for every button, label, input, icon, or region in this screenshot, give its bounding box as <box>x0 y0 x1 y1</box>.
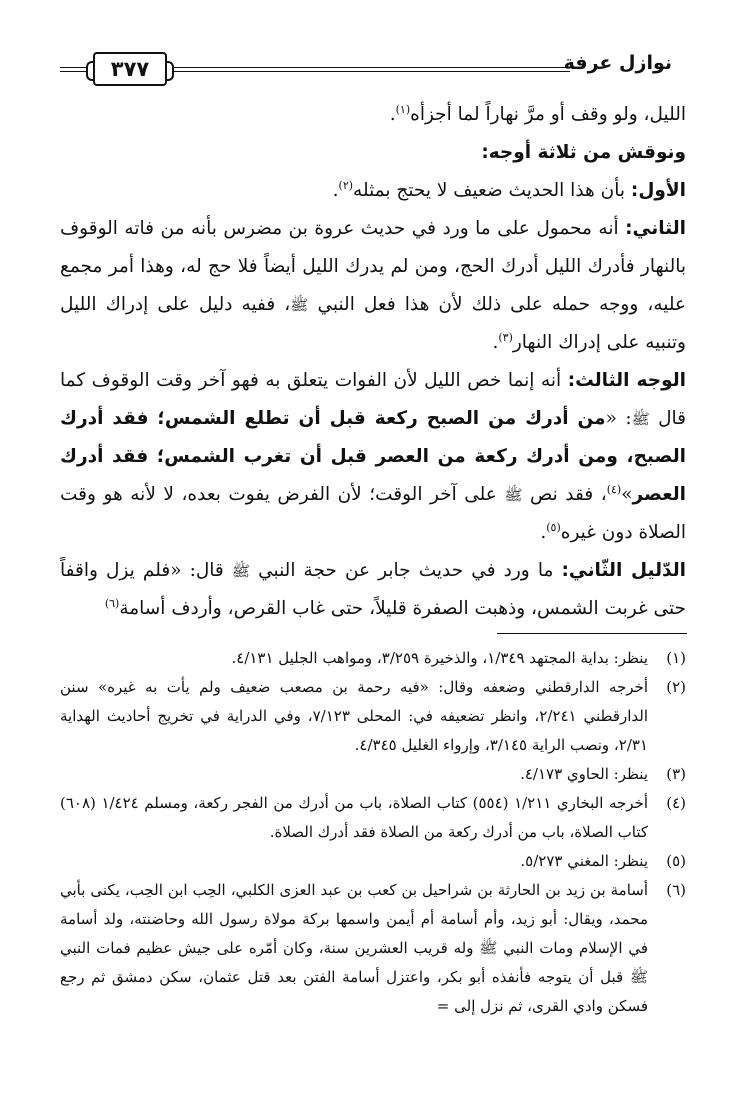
paragraph <box>60 96 686 134</box>
footnote-number: (٥) <box>666 852 686 870</box>
point-label: الوجه الثالث: <box>567 370 686 391</box>
text-run: . <box>540 522 547 543</box>
footnote-number: (٣) <box>666 765 686 783</box>
footnote-ref[interactable]: (٥) <box>546 520 561 534</box>
footnote-number: (٦) <box>666 881 686 899</box>
footnote-item <box>60 847 686 876</box>
footnote-number: (٤) <box>666 794 686 812</box>
footnote-separator <box>497 633 687 634</box>
footnote-item <box>60 876 686 1021</box>
footnote-ref[interactable]: (٤) <box>606 482 622 496</box>
text-run: أنه محمول على ما ورد في حديث عروة بن مضرس بأنه من فاته الوقوف بالنهار فأدرك الليل أدرك الحج، ومن لم يدرك الليل أيضاً فلا حج له، وهذا أمر مجمع عليه، ووجه حمله على ذلك لأن هذا فعل النبي <box>60 218 687 315</box>
text-run: ما ورد في حديث جابر عن حجة النبي <box>250 560 562 581</box>
point-label: الثاني: <box>625 218 686 239</box>
paragraph <box>60 362 686 552</box>
footnotes <box>60 644 686 1021</box>
footnote-text: أخرجه الدارقطني وضعفه وقال: «فيه رحمة بن مصعب ضعيف ولم يأت به غيره» سنن الدارقطني ٢/٢٤١، وانظر تضعيفه في: المحلى ٧/١٢٣، وفي الدراية في تخريج أحاديث الهداية ٢/٣١، ونصب الراية ٣/١٤٥، وإرواء الغليل ٤/٣٤٥. <box>60 678 648 754</box>
running-title: نوازل عرفة <box>563 52 672 74</box>
paragraph <box>60 172 686 210</box>
footnote-ref[interactable]: (١) <box>395 102 411 116</box>
footnote-text: ينظر: الحاوي ٤/١٧٣. <box>520 765 648 783</box>
footnote-item <box>60 789 686 847</box>
salutation-glyph: ﷺ <box>504 486 523 504</box>
footnote-text: ينظر: بداية المجتهد ١/٣٤٩، والذخيرة ٣/٢٥٩، ومواهب الجليل ٤/١٣١. <box>231 649 648 667</box>
salutation-glyph: ﷺ <box>631 410 650 428</box>
text-run: أنه إنما خص الليل لأن الفوات يتعلق به فهو آخر وقت الوقوف كما قال <box>60 370 686 429</box>
page-number: ٣٧٧ <box>93 52 167 86</box>
text-run: » <box>621 484 633 505</box>
footnote-number: (١) <box>666 649 686 667</box>
section-heading: ونوقش من ثلاثة أوجه: <box>481 142 686 163</box>
text-run: : « <box>605 408 632 429</box>
footnote-ref[interactable]: (٢) <box>338 178 354 192</box>
hadith-quote: من أدرك من الصبح ركعة قبل أن تطلع الشمس؛ فقد أدرك الصبح، ومن أدرك ركعة من العصر قبل أن تغرب الشمس؛ فقد أدرك العصر <box>60 408 686 505</box>
text-run: على آخر الوقت؛ لأن الفرض يفوت بعده، لا لأنه هو وقت الصلاة دون غيره <box>60 484 686 543</box>
header-rule-left <box>60 67 86 72</box>
footnote-ref[interactable]: (٦) <box>104 596 120 610</box>
salutation-glyph: ﷺ <box>290 296 309 314</box>
paragraph <box>60 134 686 172</box>
footnote-text: أسامة بن زيد بن الحارثة بن شراحيل بن كعب بن عبد العزى الكلبي، الحِب ابن الحِب، يكنى بأبي محمد، ويقال: أبو زيد، وأم أسامة أم أيمن واسمها بركة مولاة رسول الله وحاضنته، ولد أسامة في الإسلام ومات النبي ﷺ وله قريب العشرين سنة، وكان أمّره على جيش عظيم فمات النبي ﷺ قبل أن يتوجه فأنفذه أبو بكر، واعتزل أسامة الفتن بعد قتل عثمان، سكن دمشق ثم رجع فسكن وادي القرى، ثم نزل إلى = <box>60 881 648 1015</box>
page-header <box>60 48 672 88</box>
footnote-ref[interactable]: (٣) <box>498 330 513 344</box>
text-run: ، فقد نص <box>522 484 607 505</box>
footnote-item <box>60 644 686 673</box>
footnote-item <box>60 760 686 789</box>
text-run: الليل، ولو وقف أو مرَّ نهاراً لما أجزأه <box>410 104 686 125</box>
footnote-number: (٢) <box>666 678 686 696</box>
text-run: بأن هذا الحديث ضعيف لا يحتج بمثله <box>353 180 631 201</box>
text-run: . <box>332 180 339 201</box>
text-run: ، ففيه دليل على إدراك الليل وتنبيه على إدراك النهار <box>60 294 686 353</box>
main-text <box>60 96 686 628</box>
paragraph <box>60 552 686 628</box>
footnote-item <box>60 673 686 760</box>
text-run: . <box>389 104 396 125</box>
point-label: الأول: <box>630 180 686 201</box>
header-rule <box>173 67 570 72</box>
footnote-text: أخرجه البخاري ١/٢١١ (٥٥٤) كتاب الصلاة، باب من أدرك من الفجر ركعة، ومسلم ١/٤٢٤ (٦٠٨) كتاب الصلاة، باب من أدرك ركعة من الصلاة فقد أدرك الصلاة. <box>60 794 648 841</box>
text-run: . <box>492 332 499 353</box>
text-run: قال: «فلم يزل واقفاً حتى غربت الشمس، وذهبت الصفرة قليلاً، حتى غاب القرص، وأردف أسامة <box>60 560 686 619</box>
salutation-glyph: ﷺ <box>231 562 250 580</box>
paragraph <box>60 210 686 362</box>
footnote-text: ينظر: المغني ٥/٢٧٣. <box>520 852 648 870</box>
point-label: الدّليل الثّاني: <box>561 560 686 581</box>
